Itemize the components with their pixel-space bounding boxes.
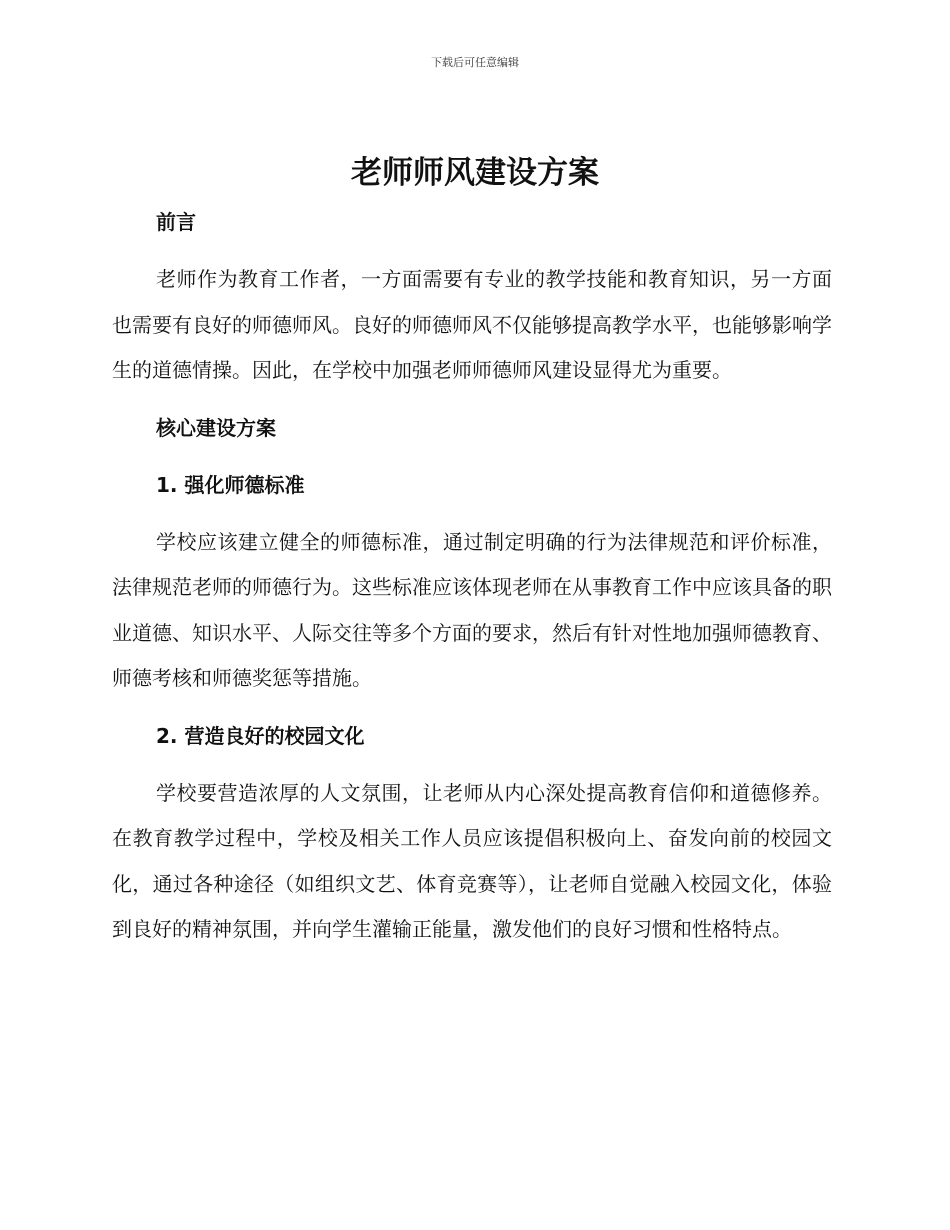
document-body xyxy=(112,200,832,953)
core-plan-heading: 核心建设方案 xyxy=(156,415,276,440)
page-header: 下载后可任意编辑 xyxy=(431,56,519,69)
section-2-paragraph: 学校要营造浓厚的人文氛围，让老师从内心深处提高教育信仰和道德修养。在教育教学过程中，学校及相关工作人员应该提倡积极向上、奋发向前的校园文化，通过各种途径（如组织文艺、体育竞赛等），让老师自觉融入校园文化，体验到良好的精神氛围，并向学生灌输正能量，激发他们的良好习惯和性格特点。 xyxy=(112,780,832,941)
document-title: 老师师风建设方案 xyxy=(351,155,599,191)
section-1-paragraph: 学校应该建立健全的师德标准，通过制定明确的行为法律规范和评价标准，法律规范老师的师德行为。这些标准应该体现老师在从事教育工作中应该具备的职业道德、知识水平、人际交往等多个方面的要求，然后有针对性地加强师德教育、师德考核和师德奖惩等措施。 xyxy=(112,529,832,690)
preface-heading: 前言 xyxy=(156,210,196,234)
preface-paragraph: 老师作为教育工作者，一方面需要有专业的教学技能和教育知识，另一方面也需要有良好的师德师风。良好的师德师风不仅能够提高教学水平，也能够影响学生的道德情操。因此，在学校中加强老师师德师风建设显得尤为重要。 xyxy=(112,267,832,382)
section-2-heading: 2. 营造良好的校园文化 xyxy=(156,723,365,748)
section-1-heading: 1. 强化师德标准 xyxy=(156,472,305,497)
